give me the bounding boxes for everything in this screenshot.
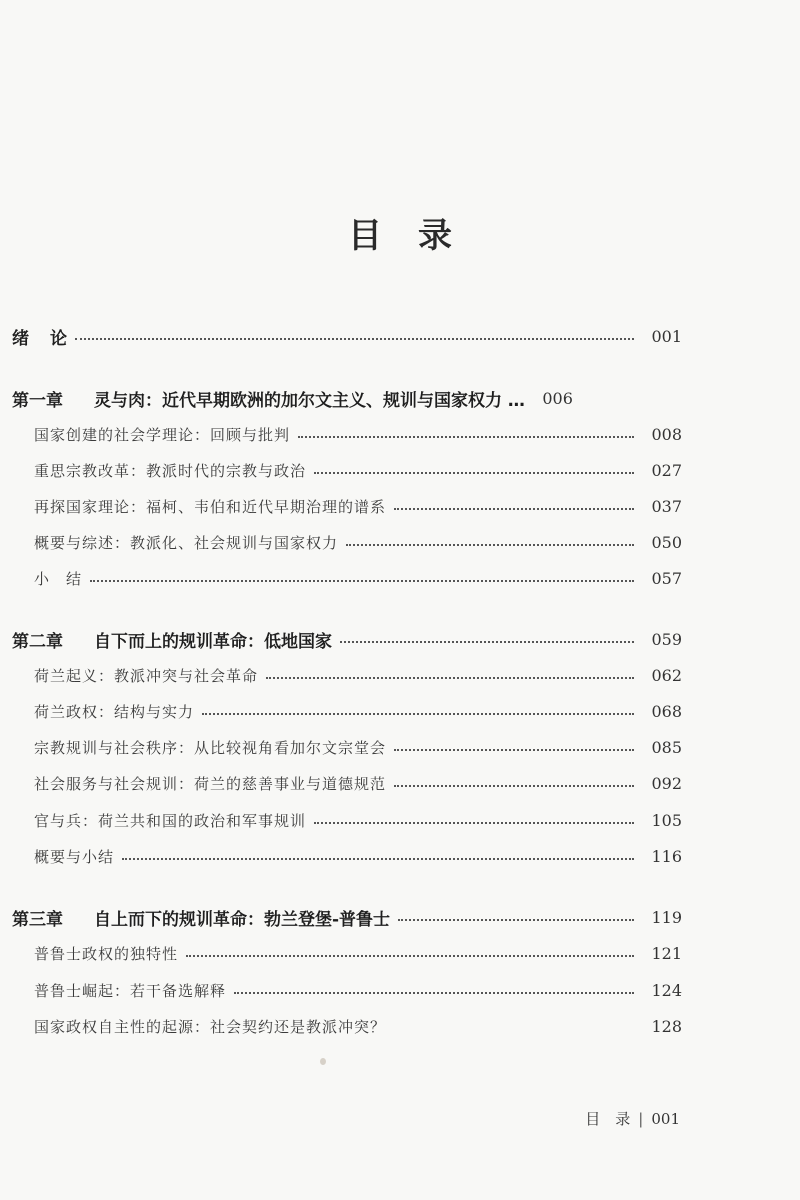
page-number: 085: [651, 737, 682, 757]
page-number: 008: [651, 424, 682, 444]
leader-dots: [314, 820, 634, 824]
toc-section[interactable]: [12, 938, 682, 968]
leader-dots: [398, 917, 634, 921]
section-label: 小 结: [34, 569, 83, 588]
title-char-2: 录: [418, 216, 452, 256]
footer-page-number: 001: [651, 1110, 680, 1128]
footer-separator: |: [638, 1110, 644, 1128]
leader-dots: [394, 1026, 634, 1030]
section-label: 概要与综述：教派化、社会规训与国家权力: [34, 533, 339, 552]
page-title: [0, 208, 800, 257]
section-label: 再探国家理论：福柯、韦伯和近代早期治理的谱系: [34, 497, 387, 516]
page-footer: [0, 1108, 680, 1129]
leader-dots: [394, 506, 634, 510]
toc-section[interactable]: [12, 696, 682, 726]
toc-section[interactable]: [12, 527, 682, 557]
toc-section[interactable]: [12, 455, 682, 485]
toc-section[interactable]: [12, 732, 682, 762]
leader-dots: [314, 470, 634, 474]
leader-dots: [266, 675, 634, 679]
leader-dots: [346, 542, 634, 546]
page-number: 027: [651, 460, 682, 480]
section-label: 重思宗教改革：教派时代的宗教与政治: [34, 461, 307, 480]
page-number: 037: [651, 496, 682, 516]
page-number: 059: [651, 629, 682, 649]
toc-chapter-2[interactable]: [12, 624, 682, 654]
toc-section[interactable]: [12, 660, 682, 690]
section-label: 社会服务与社会规训：荷兰的慈善事业与道德规范: [34, 774, 387, 793]
leader-dots: [394, 747, 634, 751]
page-number: 121: [651, 943, 682, 963]
page-number: 124: [651, 980, 682, 1000]
page-number: 062: [651, 665, 682, 685]
toc-section[interactable]: [12, 419, 682, 449]
leader-dots: [234, 990, 634, 994]
page-smudge: [320, 1058, 326, 1065]
section-label: 国家政权自主性的起源：社会契约还是教派冲突？: [34, 1017, 387, 1036]
toc-section[interactable]: [12, 841, 682, 871]
title-char-1: 目: [348, 216, 382, 256]
toc-section[interactable]: [12, 563, 682, 593]
toc-section[interactable]: [12, 805, 682, 835]
chapter-label: 第一章 灵与肉：近代早期欧洲的加尔文主义、规训与国家权力 …: [12, 390, 525, 411]
page-number: 105: [651, 810, 682, 830]
leader-dots: [340, 639, 634, 643]
leader-dots: [75, 336, 634, 340]
toc-entry-label: 绪 论: [12, 328, 67, 349]
footer-label: 目 录: [585, 1110, 631, 1128]
page-number: 050: [651, 532, 682, 552]
section-label: 国家创建的社会学理论：回顾与批判: [34, 425, 291, 444]
toc-section[interactable]: [12, 768, 682, 798]
leader-dots: [394, 783, 634, 787]
toc-section[interactable]: [12, 1011, 682, 1041]
section-label: 荷兰政权：结构与实力: [34, 702, 195, 721]
section-label: 宗教规训与社会秩序：从比较视角看加尔文宗堂会: [34, 738, 387, 757]
page-number: 092: [651, 773, 682, 793]
page-number: 119: [651, 907, 682, 927]
section-label: 普鲁士政权的独特性: [34, 944, 179, 963]
leader-dots: [122, 856, 634, 860]
leader-dots: [90, 578, 634, 582]
toc-chapter-3[interactable]: [12, 902, 682, 932]
toc-section[interactable]: [12, 975, 682, 1005]
page-number: 001: [651, 326, 682, 346]
toc-section[interactable]: [12, 491, 682, 521]
page-number: 116: [651, 846, 682, 866]
leader-dots: [202, 711, 634, 715]
section-label: 官与兵：荷兰共和国的政治和军事规训: [34, 811, 307, 830]
toc-entry-intro[interactable]: [12, 321, 682, 351]
leader-dots: [298, 434, 634, 438]
page-number: 006: [542, 388, 573, 408]
page-number: 057: [651, 568, 682, 588]
chapter-label: 第二章 自下而上的规训革命：低地国家: [12, 631, 332, 652]
section-label: 普鲁士崛起：若干备选解释: [34, 981, 227, 1000]
section-label: 概要与小结: [34, 847, 115, 866]
leader-dots: [186, 953, 634, 957]
page-number: 068: [651, 701, 682, 721]
toc-chapter-1[interactable]: [12, 383, 682, 413]
page-number: 128: [651, 1016, 682, 1036]
chapter-label: 第三章 自上而下的规训革命：勃兰登堡-普鲁士: [12, 909, 391, 930]
section-label: 荷兰起义：教派冲突与社会革命: [34, 666, 259, 685]
